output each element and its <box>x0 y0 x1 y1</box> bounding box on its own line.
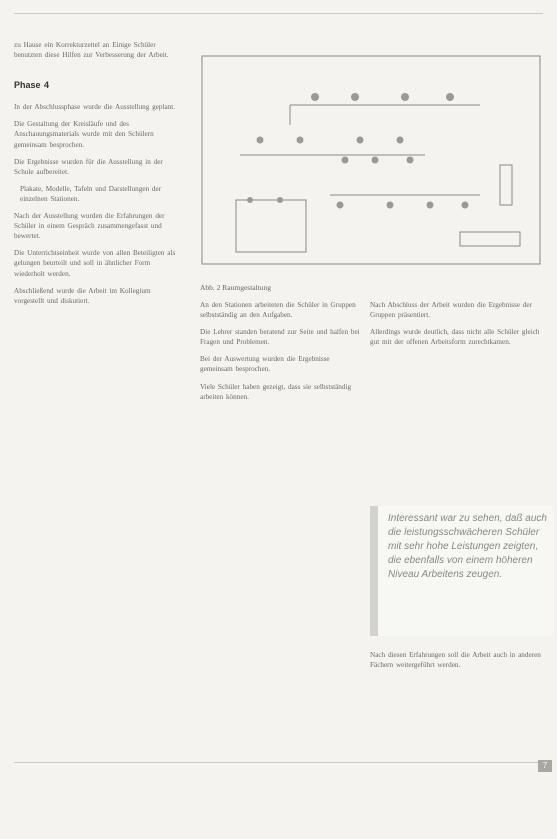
paragraph: Nach diesen Erfahrungen soll die Arbeit auch in anderen Fächern weitergeführt werden. <box>370 651 541 670</box>
column-right-end <box>370 650 545 677</box>
paragraph: Nach Abschluss der Arbeit wurden die Ergebnisse der Gruppen präsentiert. <box>370 301 532 320</box>
header-rule <box>14 13 543 14</box>
room-layout-diagram <box>200 50 545 278</box>
pull-quote-text: Interessant war zu sehen, daß auch die leistungsschwächeren Schüler mit sehr hohe Leistungen zeigten, die ebenfalls von einem höheren Niveau Arbeitens zeugen. <box>388 513 547 580</box>
paragraph: In der Abschlussphase wurde die Ausstellung geplant. <box>14 103 176 112</box>
figure-caption: Abb. 2 Raumgestaltung <box>200 283 272 292</box>
column-left <box>14 40 182 313</box>
list-paragraph: Plakate, Modelle, Tafeln und Darstellungen der einzelnen Stationen. <box>20 184 162 203</box>
column-right <box>370 300 545 354</box>
paragraph: Die Lehrer standen beratend zur Seite und halfen bei Fragen und Problemen. <box>200 328 360 347</box>
paragraph: Viele Schüler haben gezeigt, dass sie selbstständig arbeiten können. <box>200 382 352 401</box>
footer-rule <box>14 762 543 763</box>
paragraph: Abschließend wurde die Arbeit im Kollegium vorgestellt und diskutiert. <box>14 286 151 305</box>
paragraph: An den Stationen arbeiteten die Schüler in Gruppen selbstständig an den Aufgaben. <box>200 301 356 320</box>
paragraph: Die Gestaltung der Kreisläufe und des Anschauungsmaterials wurde mit den Schülern gemeinsam besprochen. <box>14 120 154 149</box>
paragraph: Nach der Ausstellung wurden die Erfahrungen der Schüler in einem Gespräch zusammengefasst und bewertet. <box>14 212 165 241</box>
intro-paragraph: zu Hause ein Korrekturzettel an Einige Schüler benutzten diese Hilfen zur Verbesserung der Arbeit. <box>14 41 169 60</box>
pull-quote <box>370 506 553 636</box>
paragraph: Die Ergebnisse wurden für die Ausstellung in der Schule aufbereitet. <box>14 157 163 176</box>
paragraph: Die Unterrichtseinheit wurde von allen Beteiligten als gelungen beurteilt und soll in ähnlicher Form wiederholt werden. <box>14 249 176 278</box>
page-number: 7 <box>538 760 552 772</box>
paragraph: Allerdings wurde deutlich, dass nicht alle Schüler gleich gut mit der offenen Arbeitsform zurechtkamen. <box>370 328 540 347</box>
paragraph: Bei der Auswertung wurden die Ergebnisse gemeinsam besprochen. <box>200 355 330 374</box>
column-middle <box>200 300 360 409</box>
phase-heading: Phase 4 <box>14 80 50 91</box>
